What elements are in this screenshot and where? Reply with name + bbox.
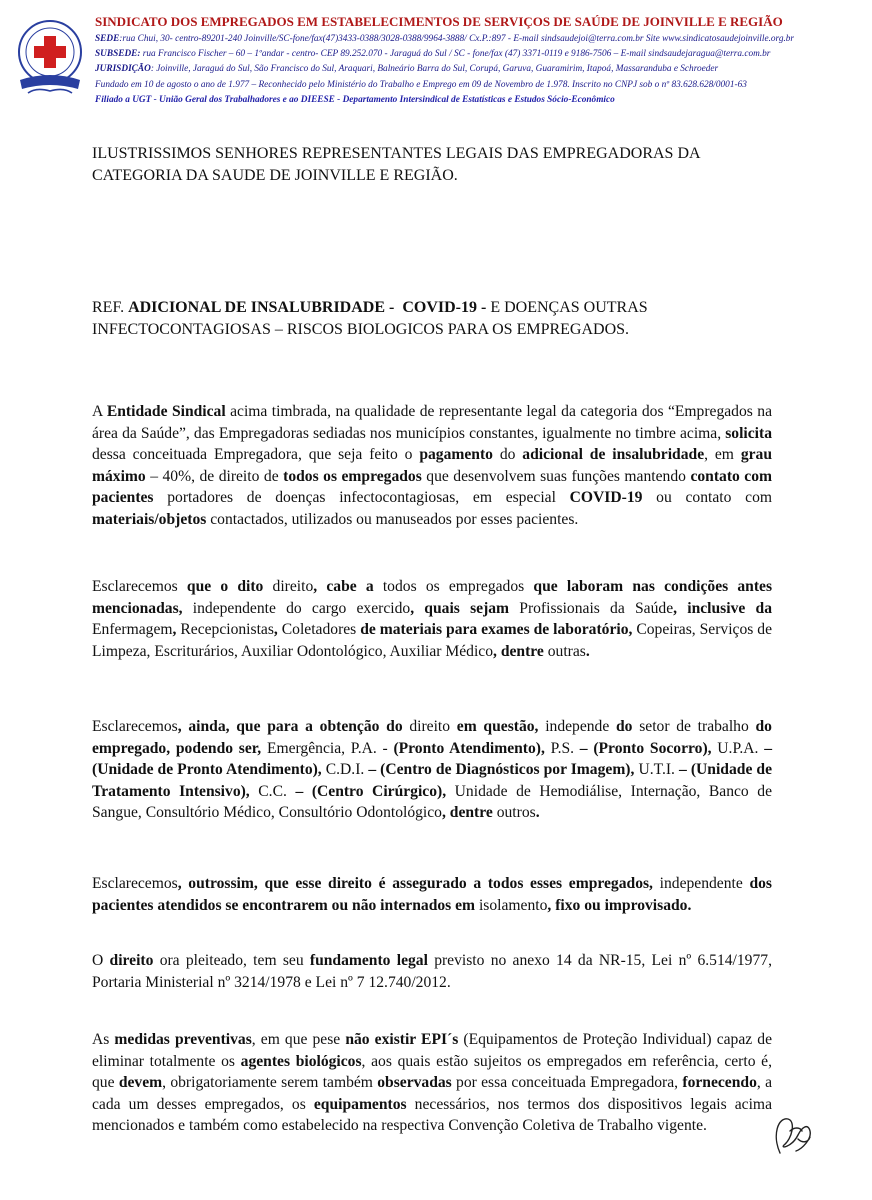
text-run: independe xyxy=(545,718,610,735)
bold-text: não existir EPI´s xyxy=(345,1031,459,1048)
text-run: Copeiras, Serviços de Limpeza, Escriturários, Auxiliar Odontológico, Auxiliar Médico xyxy=(92,621,772,660)
bold-text: , xyxy=(172,621,181,639)
text-run: – 40%, de direito de xyxy=(145,467,284,485)
bold-text: pagamento xyxy=(419,446,493,464)
text-run: , obrigatoriamente serem também xyxy=(162,1074,378,1092)
text-run: setor de trabalho xyxy=(639,718,749,735)
text-run: acima timbrada, na qualidade de representante legal da categoria dos “Empregados na área da Saúde”, das Empregadoras sediadas nos municípios constantes, igualmente no timbre acima, xyxy=(92,403,772,442)
text-run: Esclarecemos xyxy=(92,578,178,595)
bold-text: fornecendo xyxy=(682,1074,757,1092)
bold-text: . xyxy=(535,804,540,822)
text-run: Esclarecemos xyxy=(92,718,178,735)
bold-text: . xyxy=(585,642,590,660)
bold-text: , dentre xyxy=(493,642,548,660)
paragraph-preventive-measures xyxy=(92,1029,772,1137)
letterhead xyxy=(0,0,872,118)
bold-text: , quais sejam xyxy=(410,599,520,617)
text-run: , em xyxy=(704,446,741,464)
bold-text: observadas xyxy=(377,1074,452,1092)
text-run: ora pleiteado, tem seu xyxy=(153,952,310,969)
text-run: isolamento xyxy=(478,896,548,914)
text-run: ou contato com xyxy=(642,489,772,507)
sede-line: SEDE:rua Chui, 30- centro-89201-240 Joinville/SC-fone/fax(47)3433-0388/3028-0388/9964-3888/ Cx.P.:897 - E-mail sindsaudejoi@terra.com.br Site www.sindicatosaudejoinville.org.br xyxy=(95,34,795,44)
bold-text: grau máximo xyxy=(92,446,772,485)
text-run: independente xyxy=(659,875,743,892)
bold-text: equipamentos xyxy=(313,1095,407,1113)
text-run: outras xyxy=(547,642,586,660)
bold-text: – (Centro de Diagnósticos por Imagem), xyxy=(364,761,639,779)
text-run: Esclarecemos xyxy=(92,875,178,892)
bold-text: contato com pacientes xyxy=(92,467,773,507)
text-run: (Equipamentos de Proteção Individual) capaz de eliminar totalmente os xyxy=(92,1031,772,1070)
bold-text: todos os empregados xyxy=(283,467,422,485)
letterhead-text xyxy=(95,12,865,108)
bold-text: – (Unidade de Tratamento Intensivo), xyxy=(92,761,772,800)
text-run: todos os empregados xyxy=(382,578,525,595)
text-run: O xyxy=(92,952,110,969)
bold-text: , cabe a xyxy=(313,578,383,595)
text-run: , em que pese xyxy=(251,1031,346,1048)
text-run: , a cada um desses empregados, os xyxy=(92,1074,772,1113)
bold-text: , dentre xyxy=(441,804,497,822)
bold-text: do xyxy=(609,718,640,735)
initials-signature xyxy=(768,1105,816,1167)
text-run: direito xyxy=(409,718,451,735)
bold-text: em questão, xyxy=(450,718,546,735)
bold-text: , fixo ou improvisado. xyxy=(547,896,692,914)
text-run: portadores de doenças infectocontagiosas, em especial xyxy=(153,489,570,507)
bold-text: , ainda, que para a obtenção do xyxy=(177,718,410,735)
bold-text: , inclusive da xyxy=(673,599,772,617)
text-run: As xyxy=(92,1031,115,1048)
text-run: do xyxy=(492,446,523,464)
bold-text: agentes biológicos xyxy=(240,1052,362,1070)
bold-text: medidas preventivas xyxy=(114,1031,252,1048)
text-run: A xyxy=(92,403,107,420)
bold-text: , outrossim, que esse direito é assegurado a todos esses empregados, xyxy=(177,875,660,892)
addressee: ILUSTRISSIMOS SENHORES REPRESENTANTES LEGAIS DAS EMPREGADORAS DA CATEGORIA DA SAUDE DE JOINVILLE E REGIÃO. xyxy=(92,145,700,184)
text-run: independente do cargo exercido xyxy=(192,599,411,617)
text-run: direito xyxy=(272,578,314,595)
text-run: C.C. xyxy=(258,782,287,800)
text-run: necessários, nos termos dos dispositivos legais acima mencionados e também como estabelecido na respectiva Convenção Coletiva de Trabalho vigente. xyxy=(92,1095,772,1135)
bold-text: (Pronto Atendimento), xyxy=(387,739,551,757)
text-run: outros xyxy=(496,804,536,822)
bold-text: do empregado, podendo ser, xyxy=(92,718,772,757)
paragraph-sectors xyxy=(92,716,772,824)
text-run: Recepcionistas xyxy=(180,621,274,639)
bold-text: de materiais para exames de laboratório, xyxy=(356,621,637,639)
text-run: , aos quais estão sujeitos os empregados em referência, certo é, que xyxy=(92,1052,772,1092)
text-run: dessa conceituada Empregadora, que seja feito o xyxy=(92,446,420,464)
jurisdiction-line: JURISDIÇÃO: Joinville, Jaraguá do Sul, São Francisco do Sul, Araquari, Balneário Barra do Sul, Corupá, Garuva, Guaramirim, Itapoá, Massaranduba e Schroeder xyxy=(95,64,719,75)
paragraph-request xyxy=(92,401,772,531)
founded-line: Fundado em 10 de agosto o ano de 1.977 – Reconhecido pelo Ministério do Trabalho e Emprego em 09 de Novembro de 1.978. Inscrito no CNPJ sob o nº 83.628.628/0001-63 xyxy=(95,79,747,90)
bold-text: adicional de insalubridade xyxy=(522,446,705,464)
bold-text: devem xyxy=(118,1074,163,1092)
text-run: Coletadores xyxy=(281,621,357,639)
text-run: P.S. xyxy=(550,739,575,757)
bold-text: materiais/objetos xyxy=(92,510,207,528)
bold-text: – (Pronto Socorro), xyxy=(574,739,718,757)
text-run: Unidade de Hemodiálise, Internação, Banco de Sangue, Consultório Médico, Consultório Odontológico xyxy=(92,782,772,822)
text-run: que desenvolvem suas funções mantendo xyxy=(421,467,691,485)
union-logo xyxy=(14,18,86,100)
text-run: Profissionais da Saúde xyxy=(519,599,674,617)
affiliation-line: Filiado a UGT - União Geral dos Trabalhadores e ao DIEESE - Departamento Intersindical de Estatísticas e Estudos Sócio-Econômico xyxy=(95,94,615,105)
bold-text: COVID-19 xyxy=(569,489,643,507)
bold-text: que laboram nas condições antes mencionadas, xyxy=(92,578,773,617)
text-run: Enfermagem xyxy=(92,621,173,639)
bold-text: – (Unidade de Pronto Atendimento), xyxy=(92,739,772,779)
reference-line: REF. ADICIONAL DE INSALUBRIDADE - COVID-19 - E DOENÇAS OUTRAS INFECTOCONTAGIOSAS – RISCOS BIOLOGICOS PARA OS EMPREGADOS. xyxy=(92,299,648,338)
text-run: C.D.I. xyxy=(325,761,365,779)
text-run: previsto no anexo 14 da NR-15, Lei nº 6.514/1977, Portaria Ministerial nº 3214/1978 e Lei nº 7 12.740/2012. xyxy=(92,952,772,991)
text-run: por essa conceituada Empregadora, xyxy=(451,1074,683,1092)
bold-text: – (Centro Cirúrgico), xyxy=(286,782,455,800)
bold-text: Entidade Sindical xyxy=(106,403,226,420)
subsede-line: SUBSEDE: rua Francisco Fischer – 60 – 1ºandar - centro- CEP 89.252.070 - Jaraguá do Sul / SC - fone/fax (47) 3371-0119 e 9186-7506 – E-mail sindsaudejaragua@terra.com.br xyxy=(95,49,771,60)
bold-text: direito xyxy=(109,952,154,969)
bold-text: dos pacientes atendidos se encontrarem ou não internados em xyxy=(92,875,772,914)
text-run: contactados, utilizados ou manuseados por esses pacientes. xyxy=(206,510,579,528)
text-run: Emergência, P.A. - xyxy=(266,739,388,757)
bold-text: , xyxy=(273,621,282,639)
paragraph-employees xyxy=(92,576,772,662)
bold-text: fundamento legal xyxy=(309,952,428,969)
paragraph-isolation xyxy=(92,873,772,916)
paragraph-legal-basis xyxy=(92,950,772,993)
union-name: SINDICATO DOS EMPREGADOS EM ESTABELECIMENTOS DE SERVIÇOS DE SAÚDE DE JOINVILLE E REGIÃO xyxy=(95,14,783,29)
bold-text: que o dito xyxy=(177,578,273,595)
text-run: U.T.I. xyxy=(638,761,675,779)
bold-text: solicita xyxy=(725,424,772,442)
text-run: U.P.A. xyxy=(717,739,759,757)
